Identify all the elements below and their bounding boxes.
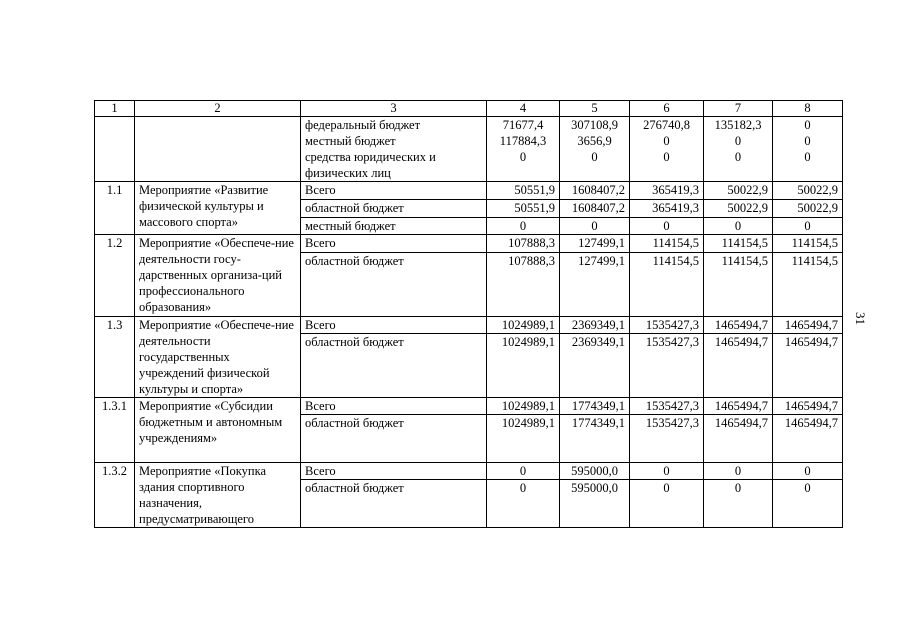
table-row [95, 463, 843, 480]
header-col-6: 6 [630, 101, 704, 117]
cont-name [135, 117, 301, 182]
cont-v6: 276740,8 0 0 [630, 117, 704, 182]
row-value: 1024989,1 [487, 317, 560, 334]
row-source: Всего [301, 235, 487, 253]
row-value: 1535427,3 [630, 398, 704, 415]
row-value: 365419,3 [630, 200, 704, 218]
row-value: 1465494,7 [773, 334, 843, 398]
row-value: 0 [487, 463, 560, 480]
cont-v4: 71677,4 117884,3 0 [487, 117, 560, 182]
table-row [95, 398, 843, 415]
row-value: 114154,5 [704, 235, 773, 253]
row-value: 50022,9 [704, 182, 773, 200]
row-source: Всего [301, 182, 487, 200]
row-value: 1608407,2 [560, 200, 630, 218]
row-value: 0 [773, 218, 843, 235]
row-value: 50551,9 [487, 200, 560, 218]
row-value: 114154,5 [773, 253, 843, 317]
row-value: 2369349,1 [560, 317, 630, 334]
header-col-5: 5 [560, 101, 630, 117]
row-value: 127499,1 [560, 253, 630, 317]
row-value: 50022,9 [773, 200, 843, 218]
row-value: 107888,3 [487, 235, 560, 253]
row-value: 0 [630, 218, 704, 235]
cont-v8: 0 0 0 [773, 117, 843, 182]
row-value: 1465494,7 [704, 415, 773, 463]
row-source: Всего [301, 317, 487, 334]
row-value: 0 [704, 218, 773, 235]
row-number: 1.3.2 [95, 463, 135, 528]
header-col-8: 8 [773, 101, 843, 117]
header-row [95, 101, 843, 117]
row-source: Всего [301, 463, 487, 480]
row-value: 0 [704, 480, 773, 528]
cont-num [95, 117, 135, 182]
row-number: 1.2 [95, 235, 135, 317]
row-value: 50022,9 [704, 200, 773, 218]
row-value: 1465494,7 [773, 415, 843, 463]
row-source: местный бюджет [301, 218, 487, 235]
row-value: 1774349,1 [560, 398, 630, 415]
row-value: 114154,5 [704, 253, 773, 317]
header-col-2: 2 [135, 101, 301, 117]
row-value: 0 [630, 463, 704, 480]
row-source: Всего [301, 398, 487, 415]
row-value: 0 [773, 480, 843, 528]
row-source: областной бюджет [301, 480, 487, 528]
header-col-4: 4 [487, 101, 560, 117]
row-value: 1024989,1 [487, 415, 560, 463]
row-name: Мероприятие «Субсидии бюджетным и автономным учреждениям» [135, 398, 301, 463]
row-value: 50551,9 [487, 182, 560, 200]
row-source: областной бюджет [301, 200, 487, 218]
row-value: 114154,5 [630, 253, 704, 317]
row-value: 1465494,7 [773, 317, 843, 334]
row-number: 1.1 [95, 182, 135, 235]
row-name: Мероприятие «Обеспече-ние деятельности государственных учреждений физической культуры и спорта» [135, 317, 301, 398]
row-value: 1465494,7 [704, 334, 773, 398]
row-value: 114154,5 [630, 235, 704, 253]
row-value: 365419,3 [630, 182, 704, 200]
row-value: 1608407,2 [560, 182, 630, 200]
row-value: 595000,0 [560, 480, 630, 528]
row-value: 1535427,3 [630, 317, 704, 334]
row-number: 1.3.1 [95, 398, 135, 463]
row-value: 127499,1 [560, 235, 630, 253]
continuation-row [95, 117, 843, 182]
row-value: 1024989,1 [487, 334, 560, 398]
row-name: Мероприятие «Покупка здания спортивного назначения, предусматривающего [135, 463, 301, 528]
row-value: 1465494,7 [773, 398, 843, 415]
header-col-7: 7 [704, 101, 773, 117]
row-value: 1535427,3 [630, 334, 704, 398]
row-value: 0 [487, 480, 560, 528]
header-col-3: 3 [301, 101, 487, 117]
row-name: Мероприятие «Развитие физической культуры и массового спорта» [135, 182, 301, 235]
row-value: 2369349,1 [560, 334, 630, 398]
table-row [95, 182, 843, 200]
row-value: 0 [630, 480, 704, 528]
cont-v7: 135182,3 0 0 [704, 117, 773, 182]
row-value: 0 [487, 218, 560, 235]
row-value: 1024989,1 [487, 398, 560, 415]
row-value: 107888,3 [487, 253, 560, 317]
row-value: 595000,0 [560, 463, 630, 480]
header-col-1: 1 [95, 101, 135, 117]
row-source: областной бюджет [301, 334, 487, 398]
cont-v5: 307108,9 3656,9 0 [560, 117, 630, 182]
row-value: 1465494,7 [704, 317, 773, 334]
row-source: областной бюджет [301, 253, 487, 317]
table-row [95, 235, 843, 253]
row-value: 50022,9 [773, 182, 843, 200]
row-value: 0 [560, 218, 630, 235]
row-value: 0 [704, 463, 773, 480]
row-value: 1774349,1 [560, 415, 630, 463]
row-value: 1465494,7 [704, 398, 773, 415]
row-value: 1535427,3 [630, 415, 704, 463]
table-row [95, 317, 843, 334]
page-number: 31 [853, 312, 868, 325]
cont-sources: федеральный бюджет местный бюджет средства юридических и физических лиц [301, 117, 487, 182]
row-number: 1.3 [95, 317, 135, 398]
budget-table [94, 100, 843, 528]
row-name: Мероприятие «Обеспече-ние деятельности госу-дарственных организа-ций профессионального образования» [135, 235, 301, 317]
row-source: областной бюджет [301, 415, 487, 463]
row-value: 0 [773, 463, 843, 480]
row-value: 114154,5 [773, 235, 843, 253]
